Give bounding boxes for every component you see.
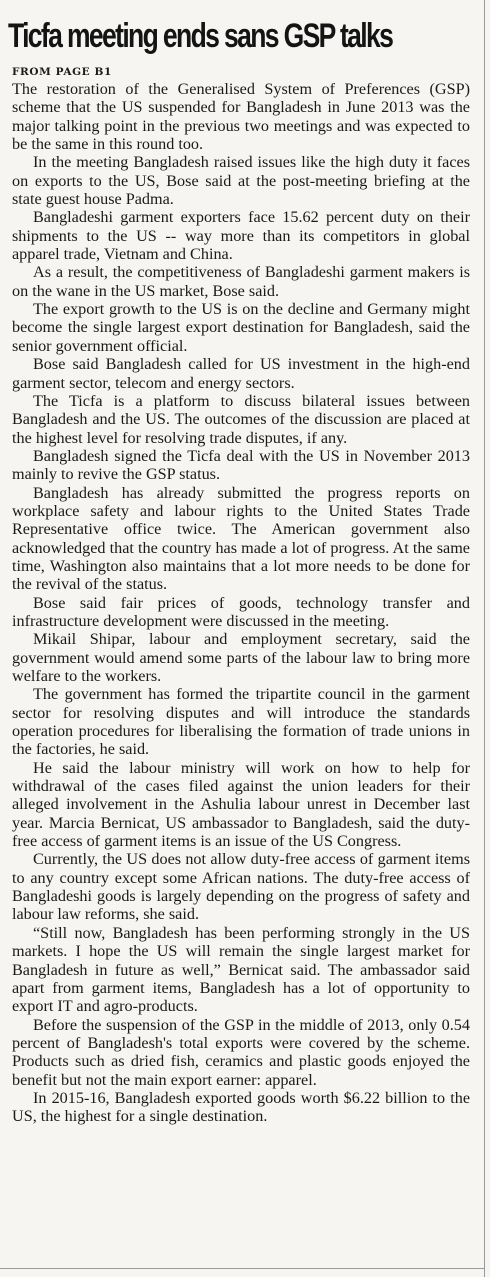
paragraph: Bose said fair prices of goods, technology transfer and infrastructure development were discussed in the meeting. xyxy=(12,593,470,630)
paragraph: In the meeting Bangladesh raised issues like the high duty it faces on exports to the US, Bose said at the post-meeting briefing at the state guest house Padma. xyxy=(12,153,470,209)
paragraph: In 2015-16, Bangladesh exported goods worth $6.22 billion to the US, the highest for a single destination. xyxy=(12,1088,470,1126)
headline: Ticfa meeting ends sans GSP talks xyxy=(8,17,393,55)
paragraph: As a result, the competitiveness of Bangladeshi garment makers is on the wane in the US market, Bose said. xyxy=(12,263,470,300)
article-body xyxy=(12,80,470,1126)
paragraph: Currently, the US does not allow duty-free access of garment items to any country except some African nations. The duty-free access of Bangladeshi goods is largely depending on the progress of safety and labour law reforms, she said. xyxy=(12,850,470,924)
paragraph: Bose said Bangladesh called for US investment in the high-end garment sector, telecom and energy sectors. xyxy=(12,355,470,392)
paragraph: He said the labour ministry will work on how to help for withdrawal of the cases filed against the union leaders for their alleged involvement in the Ashulia labour unrest in December last year. Marcia Bernicat, US ambassador to Bangladesh, said the duty-free access of garment items is an issue of the US Congress. xyxy=(12,758,470,851)
column-rule-right xyxy=(484,0,485,1277)
paragraph: Bangladeshi garment exporters face 15.62 percent duty on their shipments to the US -- way more than its competitors in global apparel trade, Vietnam and China. xyxy=(12,208,470,264)
paragraph: Before the suspension of the GSP in the middle of 2013, only 0.54 percent of Bangladesh's total exports were covered by the scheme. Products such as dried fish, ceramics and plastic goods enjoyed the benefit but not the main export earner: apparel. xyxy=(12,1015,470,1089)
paragraph: “Still now, Bangladesh has been performing strongly in the US markets. I hope the US will remain the single largest market for Bangladesh in future as well,” Bernicat said. The ambassador said apart from garment items, Bangladesh has a lot of opportunity to export IT and agro-products. xyxy=(12,923,470,1016)
paragraph: Bangladesh has already submitted the progress reports on workplace safety and labour rights to the United States Trade Representative office twice. The American government also acknowledged that the country has made a lot of progress. At the same time, Washington also maintains that a lot more needs to be done for the revival of the status. xyxy=(12,483,470,594)
paragraph: The government has formed the tripartite council in the garment sector for resolving disputes and will introduce the standards operation procedures for liberalising the formation of trade unions in the factories, he said. xyxy=(12,685,470,759)
column-rule-bottom xyxy=(0,1268,485,1269)
paragraph: The export growth to the US is on the decline and Germany might become the single largest export destination for Bangladesh, said the senior government official. xyxy=(12,300,470,355)
paragraph: Mikail Shipar, labour and employment secretary, said the government would amend some parts of the labour law to bring more welfare to the workers. xyxy=(12,630,470,685)
paragraph: The restoration of the Generalised System of Preferences (GSP) scheme that the US suspended for Bangladesh in June 2013 was the major talking point in the previous two meetings and was expected to be the same in this round too. xyxy=(12,80,470,154)
paragraph: The Ticfa is a platform to discuss bilateral issues between Bangladesh and the US. The outcomes of the discussion are placed at the highest level for resolving trade disputes, if any. xyxy=(12,391,470,447)
paragraph: Bangladesh signed the Ticfa deal with the US in November 2013 mainly to revive the GSP status. xyxy=(12,446,470,484)
dateline: FROM PAGE B1 xyxy=(12,66,112,78)
